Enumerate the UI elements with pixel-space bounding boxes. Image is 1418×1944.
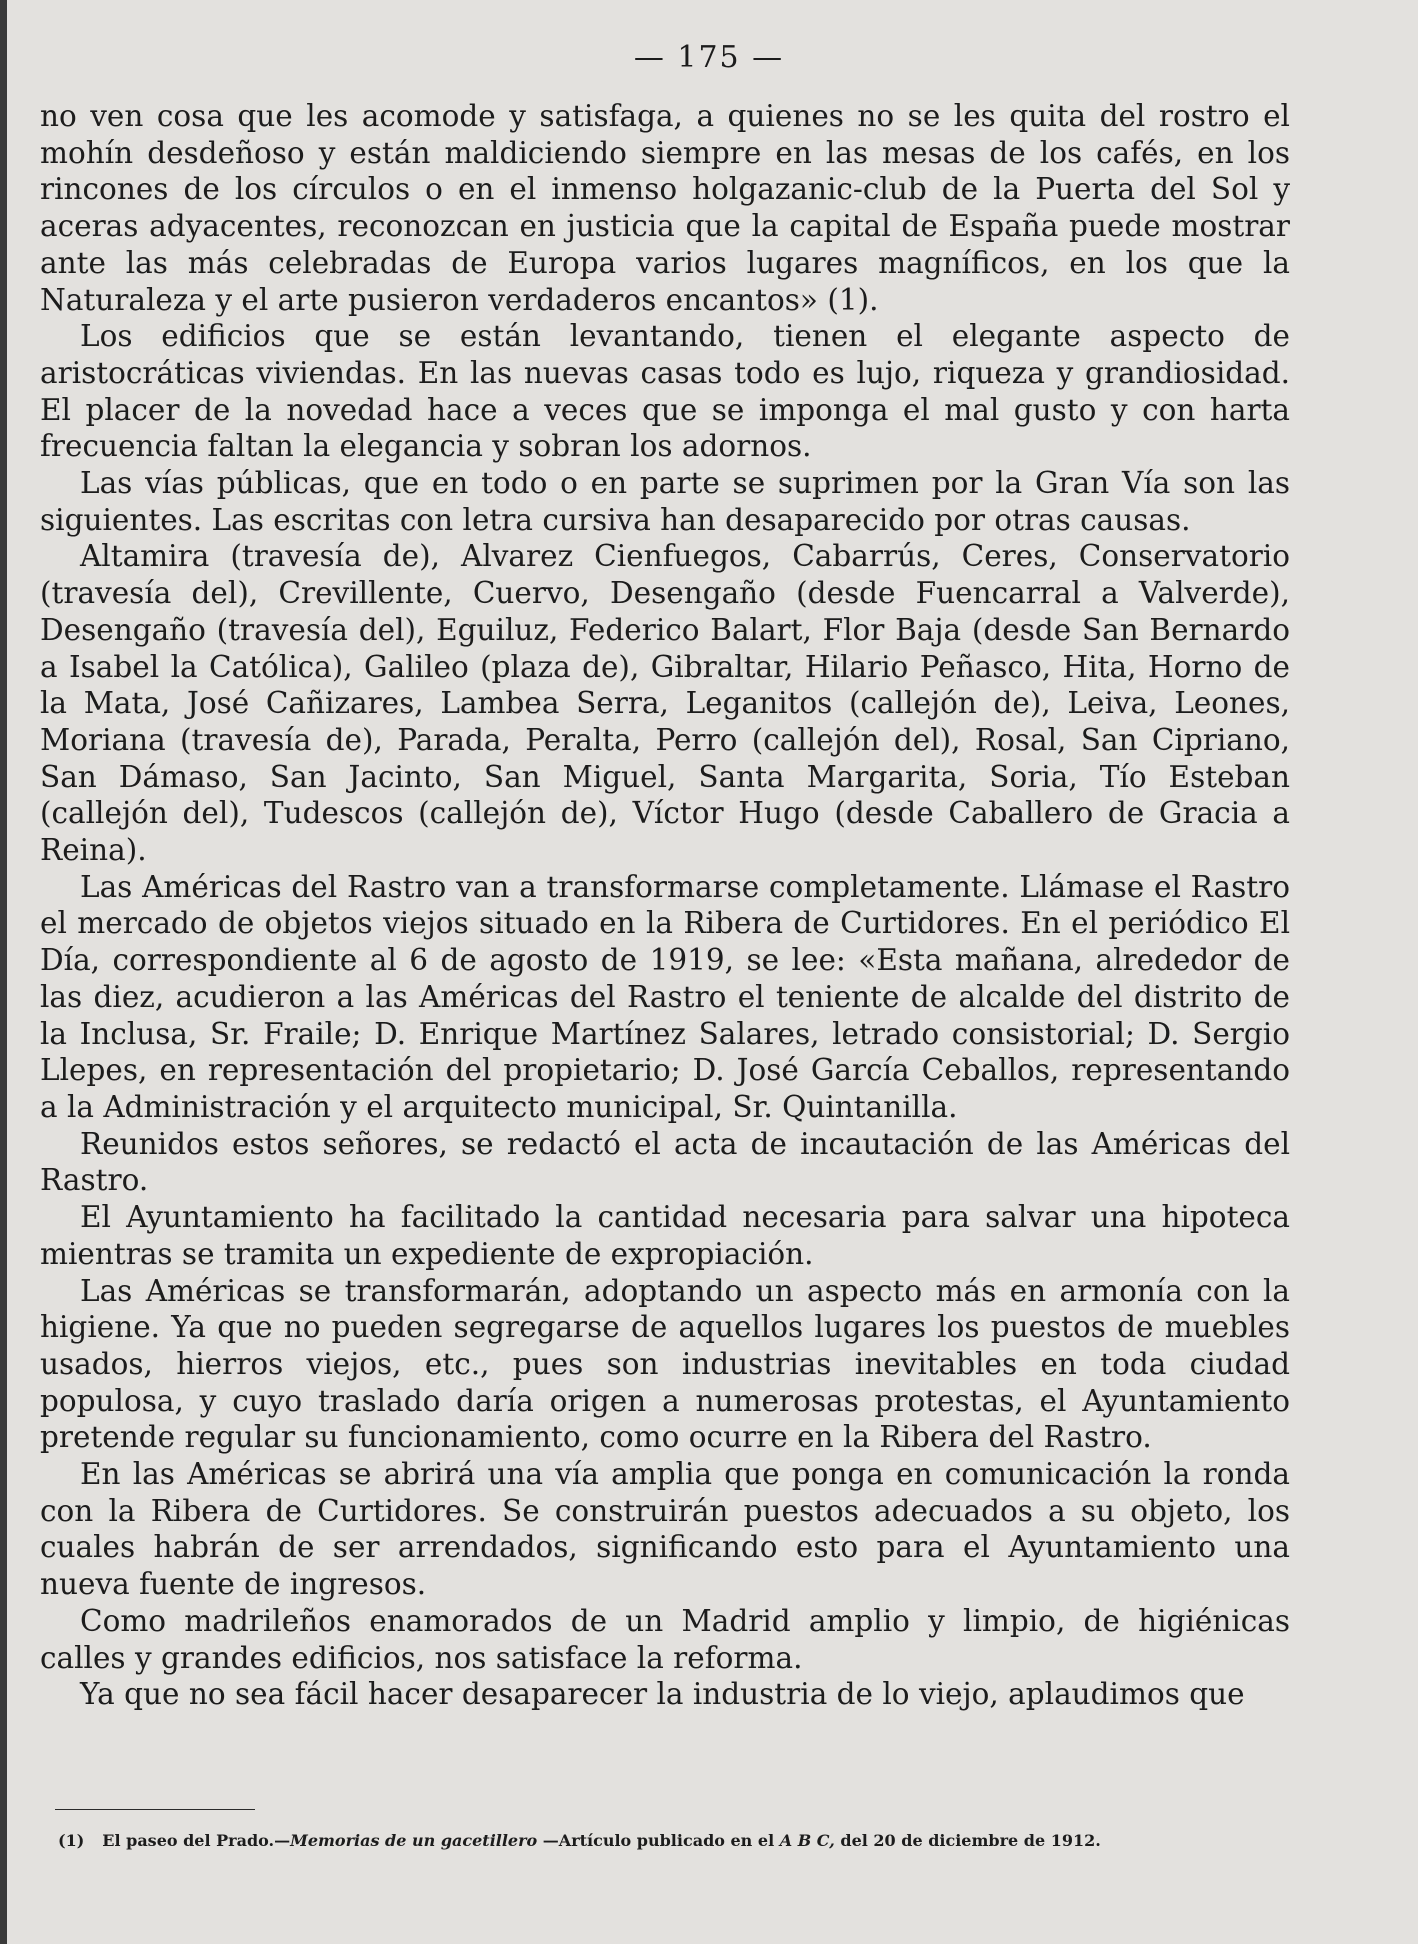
footnote: [58, 1831, 1298, 1851]
scan-edge: [0, 0, 7, 1944]
page-number: — 175 —: [633, 40, 785, 75]
paragraph-8: Las Américas se transformarán, adoptando un aspecto más en armonía con la higiene. Ya que no pueden segregarse de aquellos lugares los puestos de muebles usados, hierros viejos, etc., pues son industrias inevitables en toda ciudad populosa, y cuyo traslado daría origen a numerosas protestas, el Ayuntamiento pretende regular su funcionamiento, como ocurre en la Ribera del Rastro.: [40, 1273, 1290, 1455]
footnote-date: del 20 de diciembre de 1912.: [834, 1831, 1101, 1850]
body-text: [40, 98, 1290, 1713]
paragraph-4: Altamira (travesía de), Alvarez Cienfuegos, Cabarrús, Ceres, Conservatorio (travesía del), Crevillente, Cuervo, Desengaño (desde Fuencarral a Valverde), Desengaño (travesía del), Eguiluz, Federico Balart, Flor Baja (desde San Bernardo a Isabel la Católica), Galileo (plaza de), Gibraltar, Hilario Peñasco, Hita, Horno de la Mata, José Cañizares, Lambea Serra, Leganitos (callejón de), Leiva, Leones, Moriana (travesía de), Parada, Peralta, Perro (callejón del), Rosal, San Cipriano, San Dámaso, San Jacinto, San Miguel, Santa Margarita, Soria, Tío Esteban (callejón del), Tudescos (callejón de), Víctor Hugo (desde Caballero de Gracia a Reina).: [40, 539, 1290, 868]
paragraph-6: Reunidos estos señores, se redactó el acta de incautación de las Américas del Rastro.: [40, 1126, 1290, 1198]
footnote-title: El paseo del Prado.—: [102, 1831, 291, 1850]
paragraph-9: En las Américas se abrirá una vía amplia que ponga en comunicación la ronda con la Ribera de Curtidores. Se construirán puestos adecuados a su objeto, los cuales habrán de ser arrendados, significando esto para el Ayuntamiento una nueva fuente de ingresos.: [40, 1457, 1290, 1602]
footnote-rule: [55, 1809, 255, 1810]
paragraph-10: Como madrileños enamorados de un Madrid amplio y limpio, de higiénicas calles y grandes edificios, nos satisface la reforma.: [40, 1603, 1290, 1675]
footnote-mark: (1): [58, 1831, 85, 1850]
footnote-newspaper: A B C,: [779, 1831, 835, 1850]
paragraph-5: Las Américas del Rastro van a transformarse completamente. Llámase el Rastro el mercado de objetos viejos situado en la Ribera de Curtidores. En el periódico El Día, correspondiente al 6 de agosto de 1919, se lee: «Esta mañana, alrededor de las diez, acudieron a las Américas del Rastro el teniente de alcalde del distrito de la Inclusa, Sr. Fraile; D. Enrique Martínez Salares, letrado consistorial; D. Sergio Llepes, en representación del propietario; D. José García Ceballos, representando a la Administración y el arquitecto municipal, Sr. Quintanilla.: [40, 869, 1290, 1124]
paragraph-2: Los edificios que se están levantando, tienen el elegante aspecto de aristocráticas viviendas. En las nuevas casas todo es lujo, riqueza y grandiosidad. El placer de la novedad hace a veces que se imponga el mal gusto y con harta frecuencia faltan la elegancia y sobran los adornos.: [40, 319, 1290, 464]
footnote-book-title: Memorias de un gacetillero: [290, 1831, 538, 1850]
paragraph-3: Las vías públicas, que en todo o en parte se suprimen por la Gran Vía son las siguientes. Las escritas con letra cursiva han desaparecido por otras causas.: [40, 466, 1290, 537]
paragraph-1: no ven cosa que les acomode y satisfaga, a quienes no se les quita del rostro el mohín desdeñoso y están maldiciendo siempre en las mesas de los cafés, en los rincones de los círculos o en el inmenso holgazanic-club de la Puerta del Sol y aceras adyacentes, reconozcan en justicia que la capital de España puede mostrar ante las más celebradas de Europa varios lugares magníficos, en los que la Naturaleza y el arte pusieron verdaderos encantos» (1).: [40, 99, 1290, 317]
footnote-text: —Artículo publicado en el: [537, 1831, 780, 1850]
paragraph-11: Ya que no sea fácil hacer desaparecer la industria de lo viejo, aplaudimos que: [80, 1677, 1245, 1712]
paragraph-7: El Ayuntamiento ha facilitado la cantidad necesaria para salvar una hipoteca mientras se tramita un expediente de expropiación.: [40, 1200, 1290, 1271]
